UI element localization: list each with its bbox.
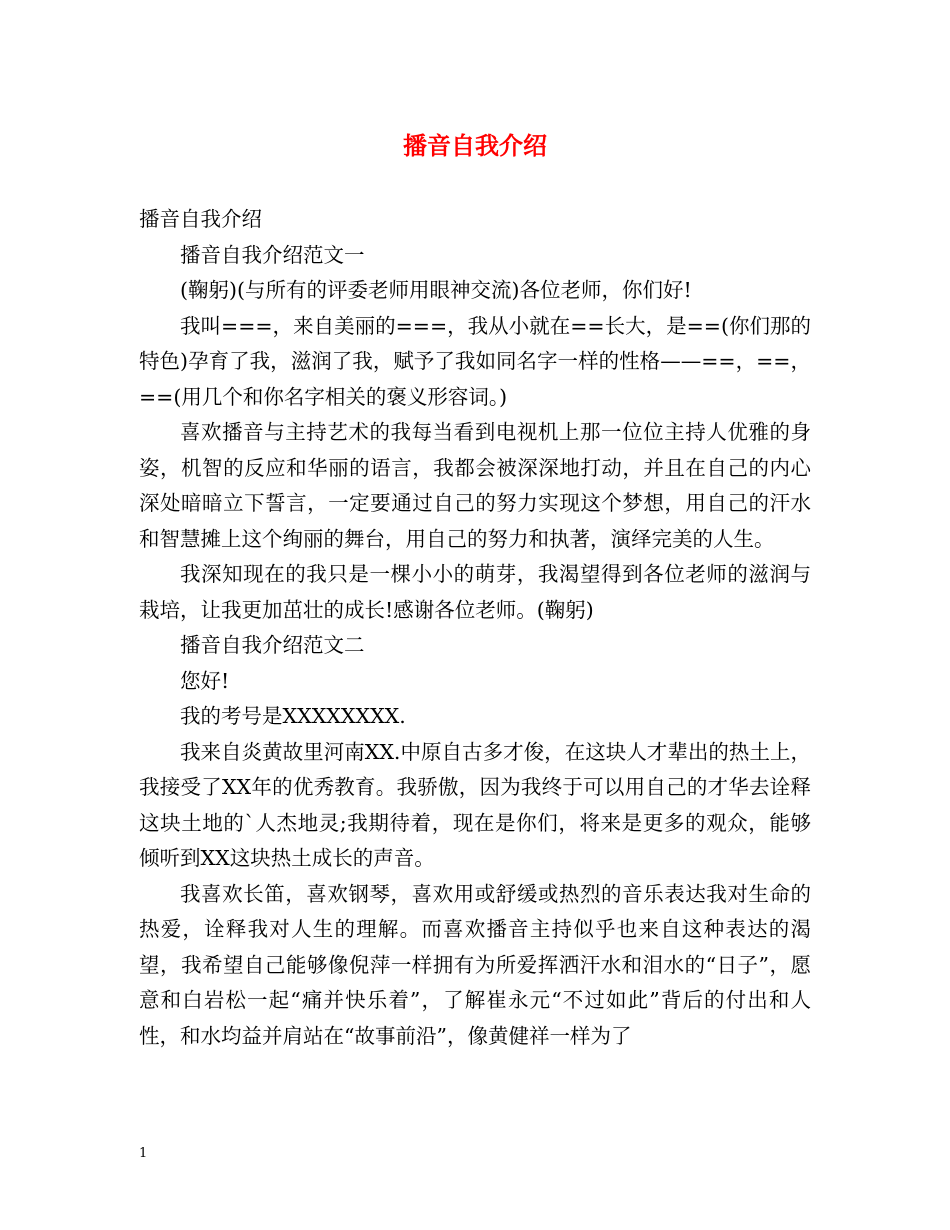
paragraph: 喜欢播音与主持艺术的我每当看到电视机上那一位位主持人优雅的身姿，机智的反应和华丽的语言，我都会被深深地打动，并且在自己的内心深处暗暗立下誓言，一定要通过自己的努力实现这个梦想，用自己的汗水和智慧摊上这个绚丽的舞台，用自己的努力和执著，演绎完美的人生。 xyxy=(139,420,811,551)
paragraph: 我深知现在的我只是一棵小小的萌芽，我渴望得到各位老师的滋润与栽培，让我更加茁壮的成长!感谢各位老师。(鞠躬) xyxy=(139,562,811,622)
paragraph: 我的考号是XXXXXXXX. xyxy=(180,704,406,728)
paragraph: 您好! xyxy=(180,668,230,693)
paragraph: 我来自炎黄故里河南XX.中原自古多才俊，在这块人才辈出的热土上，我接受了XX年的优秀教育。我骄傲，因为我终于可以用自己的才华去诠释这块土地的`人杰地灵;我期待着，现在是你们，将来是更多的观众，能够倾听到XX这块热土成长的声音。 xyxy=(139,739,811,870)
page-number: 1 xyxy=(139,1146,148,1161)
paragraph: 播音自我介绍 xyxy=(139,207,262,231)
paragraph: 我喜欢长笛，喜欢钢琴，喜欢用或舒缓或热烈的音乐表达我对生命的热爱，诠释我对人生的理解。而喜欢播音主持似乎也来自这种表达的渴望，我希望自己能够像倪萍一样拥有为所爱挥洒汗水和泪水的“日子”，愿意和白岩松一起“痛并快乐着”，了解崔永元“不过如此”背后的付出和人性，和水均益并肩站在“故事前沿”，像黄健祥一样为了 xyxy=(139,881,811,1048)
document-title: 播音自我介绍 xyxy=(403,131,547,160)
paragraph: 播音自我介绍范文二 xyxy=(180,633,365,657)
document-body xyxy=(139,202,811,1054)
paragraph: 我叫===，来自美丽的===，我从小就在==长大，是==(你们那的特色)孕育了我，滋润了我，赋予了我如同名字一样的性格——==，==，==(用几个和你名字相关的褒义形容词。) xyxy=(139,313,811,409)
paragraph: (鞠躬)(与所有的评委老师用眼神交流)各位老师，你们好! xyxy=(180,278,692,302)
paragraph: 播音自我介绍范文一 xyxy=(180,242,365,267)
